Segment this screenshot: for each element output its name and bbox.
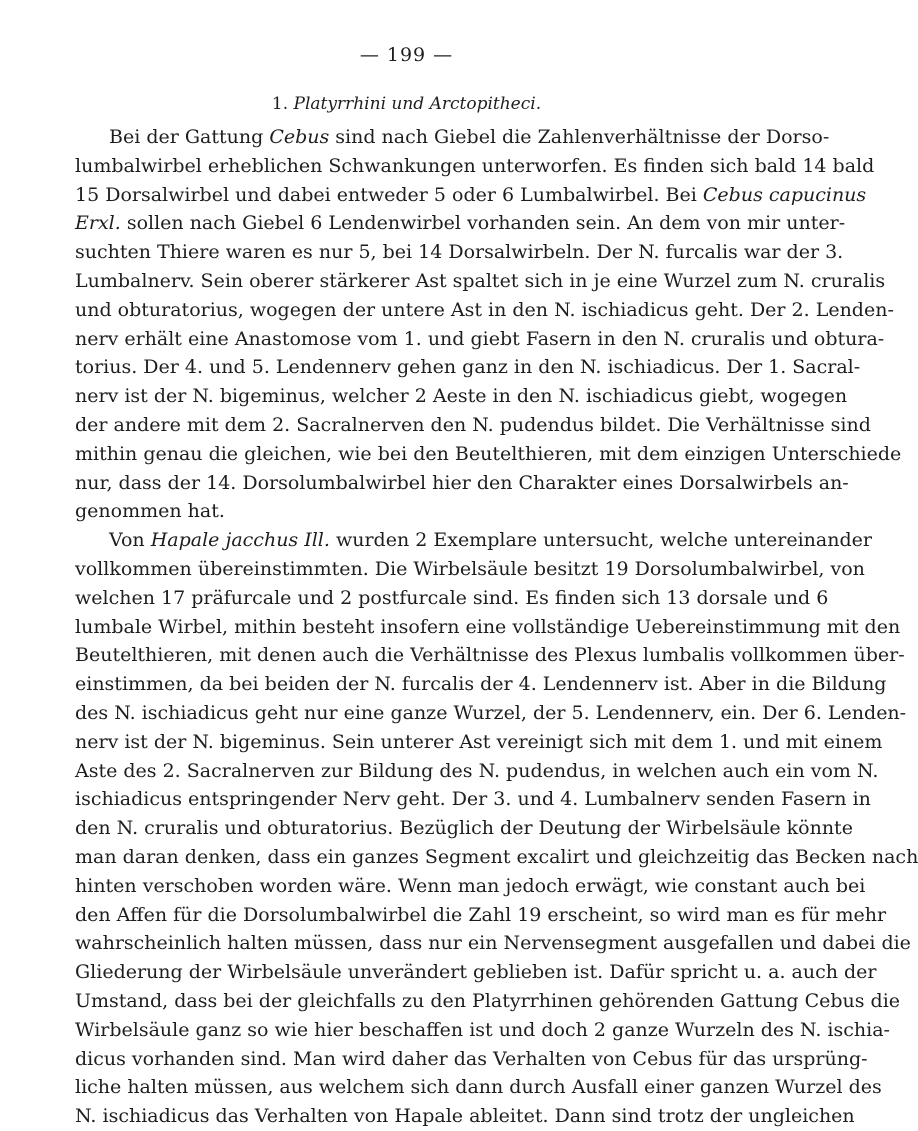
text-line: hinten verschoben worden wäre. Wenn man jedoch erwägt, wie constant auch bei <box>75 874 866 897</box>
text-line: welchen 17 präfurcale und 2 postfurcale sind. Es finden sich 13 dorsale und 6 <box>75 586 829 609</box>
text-line: Gliederung der Wirbelsäule unverändert geblieben ist. Dafür spricht u. a. auch der <box>75 961 877 984</box>
text-line: Wirbelsäule ganz so wie hier beschaffen ist und doch 2 ganze Wurzeln des N. ischia- <box>75 1018 890 1041</box>
text-line: torius. Der 4. und 5. Lendennerv gehen ganz in den N. ischiadicus. Der 1. Sacral- <box>75 356 861 379</box>
text-line: des N. ischiadicus geht nur eine ganze Wurzel, der 5. Lendennerv, ein. Der 6. Lenden- <box>75 701 907 724</box>
text-line: Aste des 2. Sacralnerven zur Bildung des N. pudendus, in welchen auch ein vom N. <box>75 759 879 782</box>
paragraph <box>75 526 918 1131</box>
text-line: 15 Dorsalwirbel und dabei entweder 5 oder 6 Lumbalwirbel. Bei Cebus capucinus <box>75 183 867 206</box>
text-line: nerv ist der N. bigeminus, welcher 2 Aeste in den N. ischiadicus giebt, wogegen <box>75 385 848 408</box>
section-heading <box>75 94 738 114</box>
text-line: nerv ist der N. bigeminus. Sein unterer Ast vereinigt sich mit dem 1. und mit einem <box>75 730 883 753</box>
text-line: mithin genau die gleichen, wie bei den Beutelthieren, mit dem einzigen Unterschiede <box>75 442 902 465</box>
text-line: wahrscheinlich halten müssen, dass nur ein Nervensegment ausgefallen und dabei die <box>75 932 911 955</box>
text-line: suchten Thiere waren es nur 5, bei 14 Dorsalwirbeln. Der N. furcalis war der 3. <box>75 241 844 264</box>
text-line: N. ischiadicus das Verhalten von Hapale ableitet. Dann sind trotz der ungleichen <box>75 1105 855 1128</box>
section-number: 1. <box>271 94 289 114</box>
text-line: Von Hapale jacchus Ill. wurden 2 Exemplare untersucht, welche untereinander <box>109 529 872 552</box>
text-line: ischiadicus entspringender Nerv geht. Der 3. und 4. Lumbalnerv senden Fasern in <box>75 788 871 811</box>
text-line: der andere mit dem 2. Sacralnerven den N. pudendus bildet. Die Verhältnisse sind <box>75 413 871 436</box>
text-line: Bei der Gattung Cebus sind nach Giebel die Zahlenverhältnisse der Dorso- <box>109 126 830 148</box>
text-line: nerv erhält eine Anastomose vom 1. und giebt Fasern in den N. cruralis und obtura- <box>75 327 885 350</box>
text-line: vollkommen übereinstimmten. Die Wirbelsäule besitzt 19 Dorsolumbalwirbel, von <box>75 557 865 580</box>
text-line: einstimmen, da bei beiden der N. furcalis der 4. Lendennerv ist. Aber in die Bildung <box>75 673 887 696</box>
text-line: nur, dass der 14. Dorsolumbalwirbel hier den Charakter eines Dorsalwirbels an- <box>75 471 849 494</box>
body-text <box>75 123 918 1131</box>
text-line: Beutelthieren, mit denen auch die Verhältnisse des Plexus lumbalis vollkommen über- <box>75 644 905 667</box>
text-line: den Affen für die Dorsolumbalwirbel die Zahl 19 erscheint, so wird man es für mehr <box>75 903 887 926</box>
text-line: dicus vorhanden sind. Man wird daher das Verhalten von Cebus für das ursprüng- <box>75 1047 868 1070</box>
text-line: liche halten müssen, aus welchem sich dann durch Ausfall einer ganzen Wurzel des <box>75 1076 882 1099</box>
text-line: Lumbalnerv. Sein oberer stärkerer Ast spaltet sich in je eine Wurzel zum N. cruralis <box>75 269 886 292</box>
text-line: den N. cruralis und obturatorius. Bezüglich der Deutung der Wirbelsäule könnte <box>75 817 853 840</box>
text-line: Erxl. sollen nach Giebel 6 Lendenwirbel vorhanden sein. An dem von mir unter- <box>75 212 846 235</box>
text-line: man daran denken, dass ein ganzes Segment excalirt und gleichzeitig das Becken nach <box>75 845 918 868</box>
text-line: und obturatorius, wogegen der untere Ast in den N. ischiadicus geht. Der 2. Lenden- <box>75 298 894 321</box>
text-line: lumbalwirbel erheblichen Schwankungen unterworfen. Es finden sich bald 14 bald <box>75 154 875 177</box>
text-line: lumbale Wirbel, mithin besteht insofern eine vollständige Uebereinstimmung mit den <box>75 615 901 638</box>
text-line: Umstand, dass bei der gleichfalls zu den Platyrrhinen gehörenden Gattung Cebus die <box>75 989 901 1012</box>
paragraph <box>75 123 902 526</box>
section-title: Platyrrhini und Arctopitheci. <box>293 94 542 114</box>
text-line: genommen hat. <box>75 500 225 523</box>
page-number: — 199 — <box>359 44 454 66</box>
